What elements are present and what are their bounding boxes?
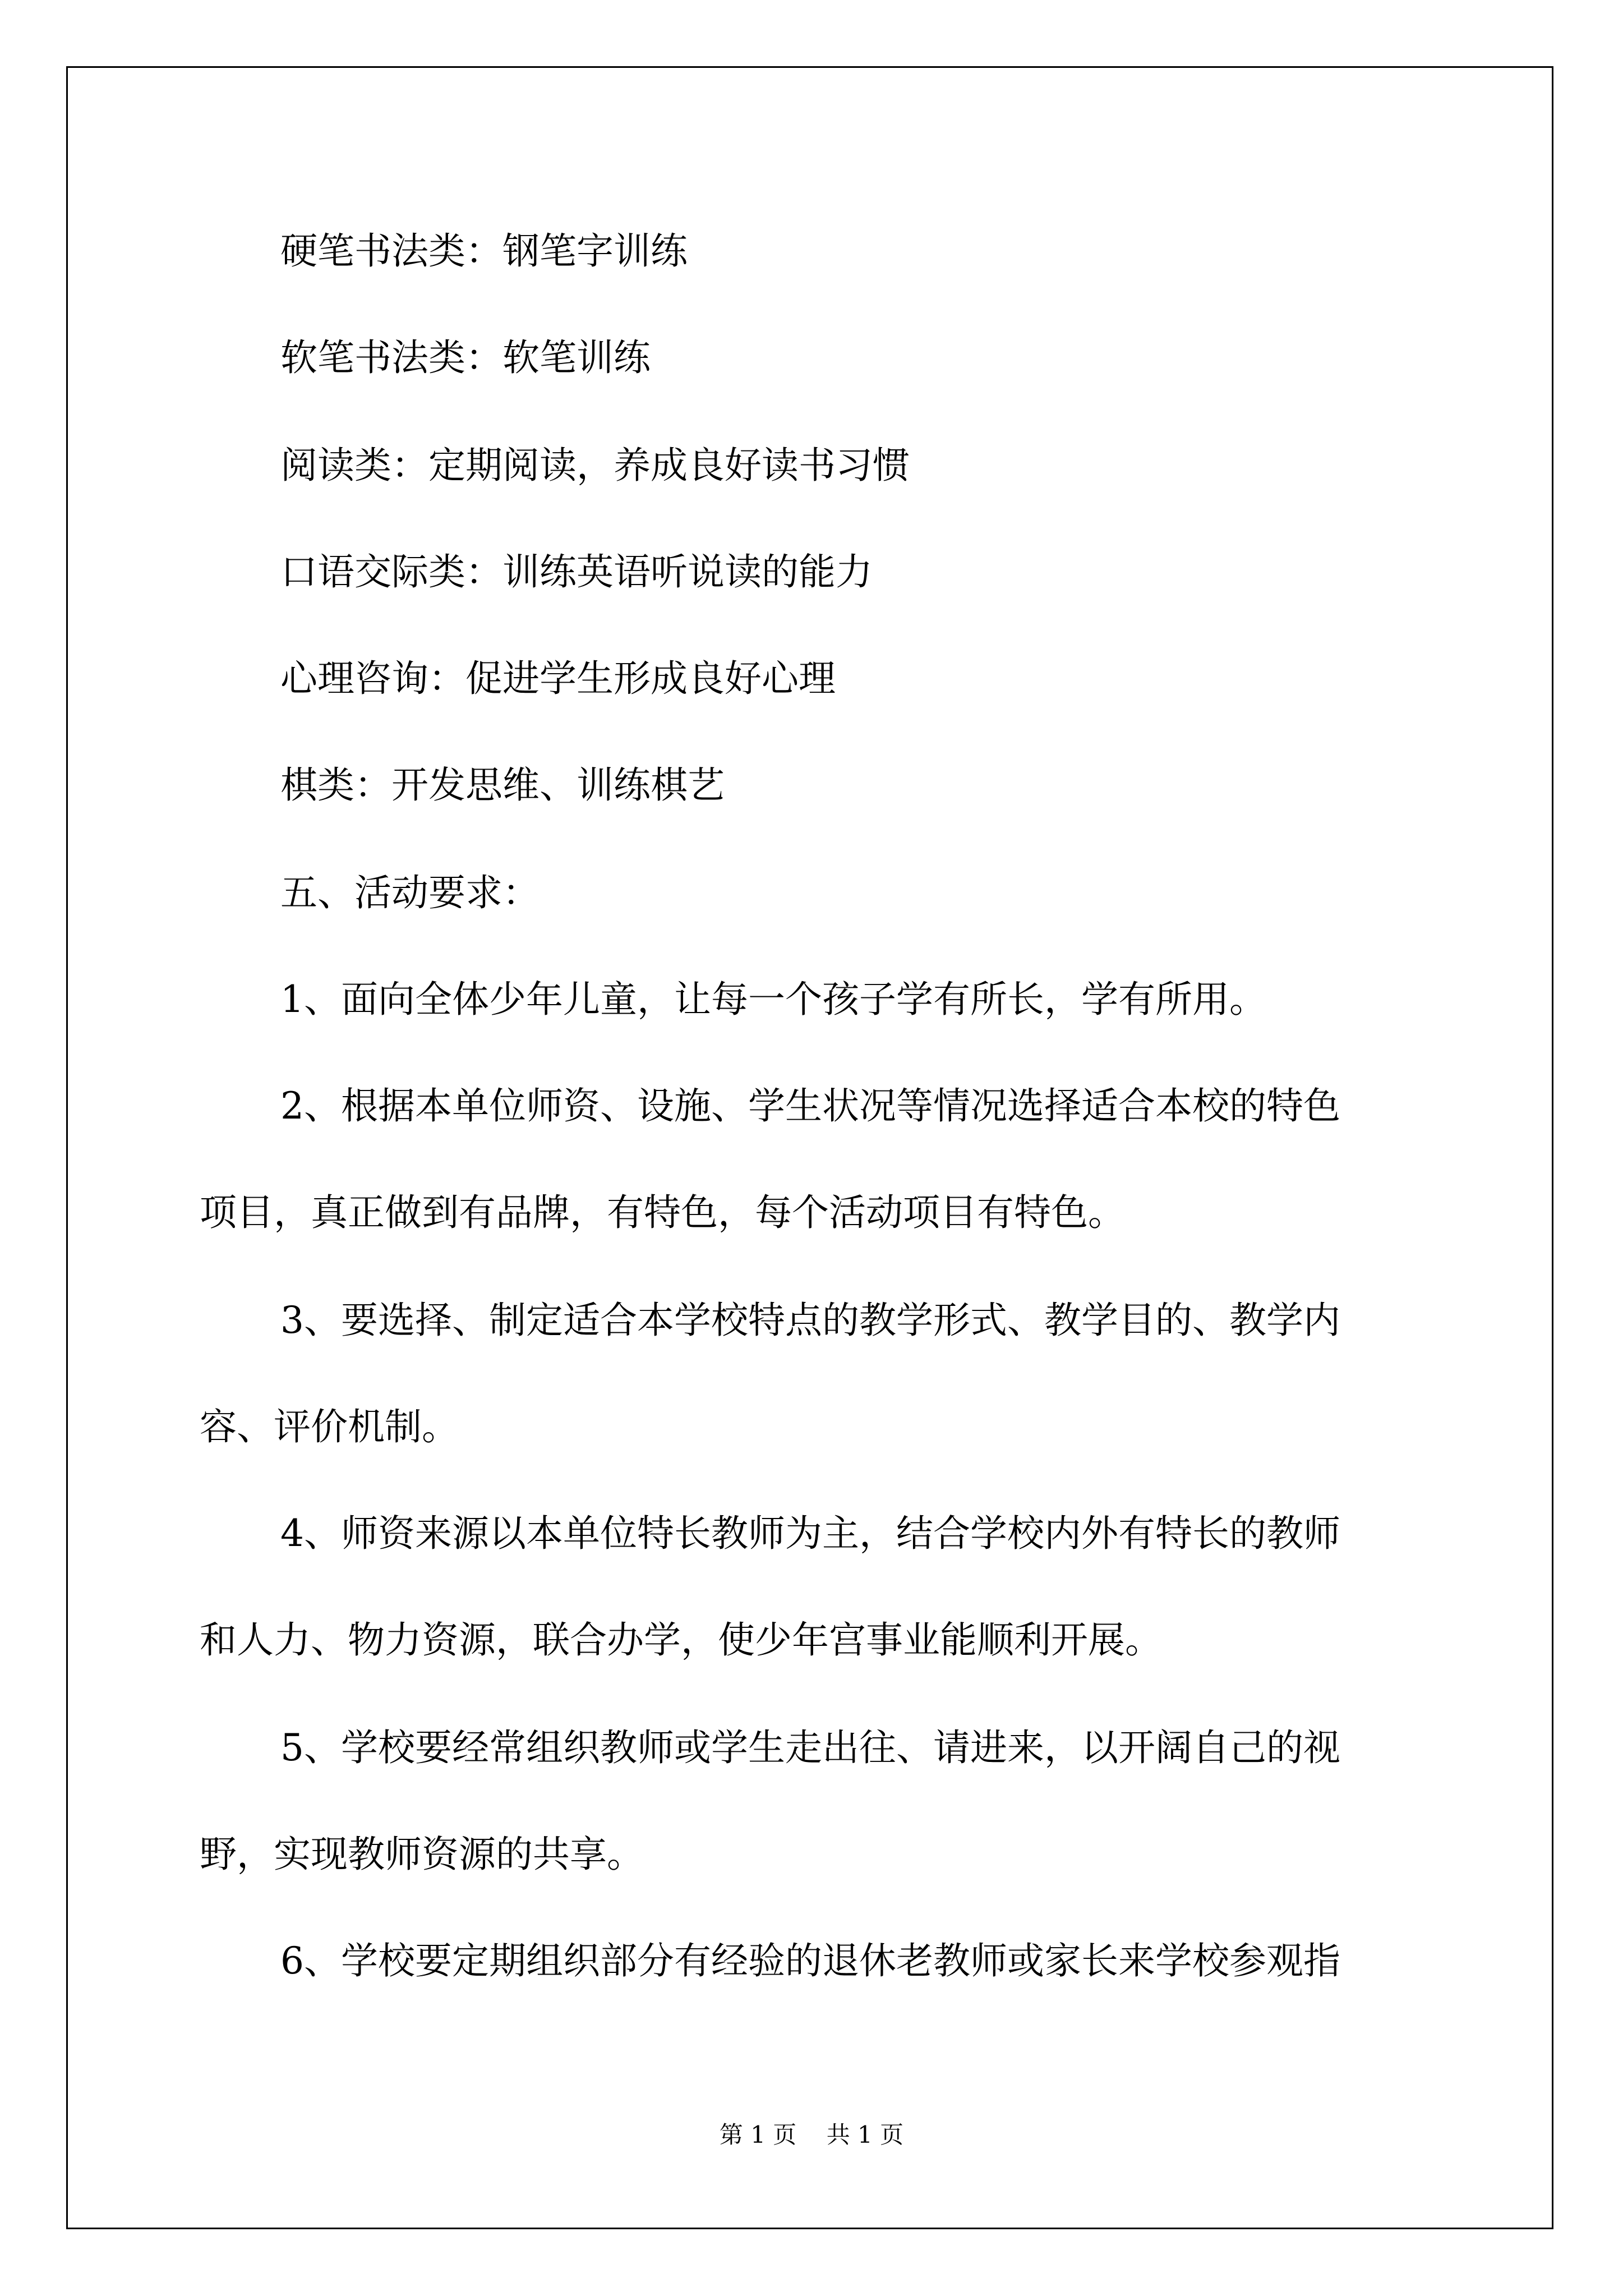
- text-line: 软笔书法类：软笔训练: [280, 336, 651, 379]
- text-line: 硬笔书法类：钢笔字训练: [280, 229, 688, 273]
- text-line: 2、根据本单位师资、设施、学生状况等情况选择适合本校的特色: [280, 1084, 1340, 1128]
- text-line: 5、学校要经常组织教师或学生走出往、请进来，以开阔自己的视: [280, 1726, 1340, 1769]
- page-border: [66, 66, 1553, 2229]
- page-number: 第 1 页 共 1 页: [719, 2121, 904, 2148]
- text-line: 容、评价机制。: [200, 1405, 459, 1448]
- text-line: 6、学校要定期组织部分有经验的退休老教师或家长来学校参观指: [280, 1939, 1340, 1982]
- text-line: 阅读类：定期阅读，养成良好读书习惯: [280, 444, 910, 487]
- text-line: 野，实现教师资源的共享。: [200, 1833, 644, 1876]
- section-heading: 五、活动要求：: [280, 871, 540, 914]
- text-line: 口语交际类：训练英语听说读的能力: [280, 550, 873, 593]
- text-line: 1、面向全体少年儿童，让每一个孩子学有所长，学有所用。: [280, 978, 1266, 1021]
- text-line: 3、要选择、制定适合本学校特点的教学形式、教学目的、教学内: [280, 1299, 1340, 1342]
- text-line: 棋类：开发思维、训练棋艺: [280, 763, 725, 807]
- text-line: 4、师资来源以本单位特长教师为主，结合学校内外有特长的教师: [280, 1512, 1340, 1555]
- text-line: 和人力、物力资源，联合办学，使少年宫事业能顺利开展。: [200, 1618, 1162, 1662]
- text-line: 心理咨询：促进学生形成良好心理: [280, 657, 836, 700]
- text-line: 项目，真正做到有品牌，有特色，每个活动项目有特色。: [200, 1191, 1125, 1234]
